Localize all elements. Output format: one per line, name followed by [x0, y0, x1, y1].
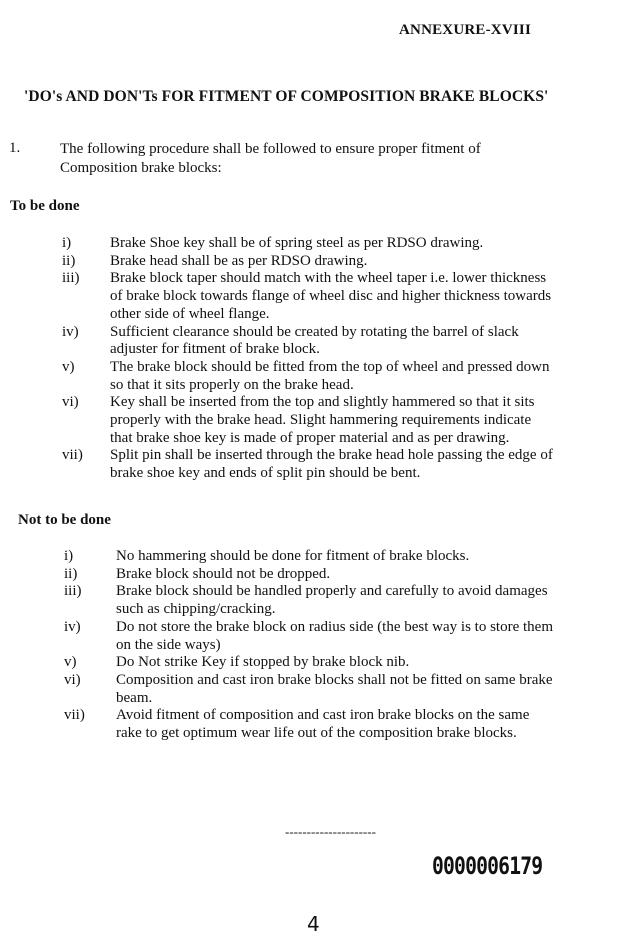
document-title: 'DO's AND DON'Ts FOR FITMENT OF COMPOSITION BRAKE BLOCKS'	[24, 88, 549, 105]
item-number: v)	[62, 358, 75, 375]
item-text-line: adjuster for fitment of brake block.	[110, 341, 320, 358]
intro-paragraph	[0, 140, 638, 180]
item-text-line: Brake head shall be as per RDSO drawing.	[110, 252, 368, 269]
item-text-line: Split pin shall be inserted through the brake head hole passing the edge of	[110, 447, 553, 464]
item-text-line: Brake block taper should match with the wheel taper i.e. lower thickness	[110, 270, 547, 287]
item-text-line: on the side ways)	[116, 636, 221, 653]
item-text-line: other side of wheel flange.	[110, 305, 270, 322]
item-text-line: brake shoe key and ends of split pin should be bent.	[110, 465, 421, 482]
item-number: iv)	[64, 618, 81, 635]
item-text-line: such as chipping/cracking.	[116, 601, 276, 618]
item-number: vi)	[64, 671, 81, 688]
item-text-line: Sufficient clearance should be created by rotating the barrel of slack	[110, 323, 519, 340]
page-number: 4	[307, 912, 320, 936]
item-number: ii)	[64, 565, 78, 582]
item-text-line: Brake block should be handled properly and carefully to avoid damages	[116, 583, 548, 600]
item-text-line: that brake shoe key is made of proper material and as per drawing.	[110, 429, 510, 446]
item-text-line: Composition and cast iron brake blocks shall not be fitted on same brake	[116, 671, 553, 688]
item-number: i)	[62, 235, 72, 251]
intro-text: The following procedure shall be followed to ensure proper fitment of Composition brake blocks:	[60, 141, 481, 176]
item-number: v)	[64, 654, 77, 671]
item-number: vi)	[62, 394, 79, 411]
item-number: iv)	[62, 323, 79, 340]
item-text-line: rake to get optimum wear life out of the composition brake blocks.	[116, 725, 517, 741]
item-text-line: Do Not strike Key if stopped by brake block nib.	[116, 654, 410, 671]
item-text-line: beam.	[116, 689, 153, 706]
intro-number: 1.	[9, 140, 21, 156]
annexure-label: ANNEXURE-XVIII	[399, 22, 531, 38]
item-text-line: Brake block should not be dropped.	[116, 565, 331, 582]
not-to-be-done-heading: Not to be done	[18, 512, 111, 528]
document-number-stamp: 0000006179	[432, 852, 543, 880]
item-number: vii)	[62, 447, 83, 464]
item-number: vii)	[64, 707, 85, 724]
item-text-line: No hammering should be done for fitment of brake blocks.	[116, 548, 470, 564]
item-number: iii)	[64, 583, 82, 600]
item-text-line: Avoid fitment of composition and cast iron brake blocks on the same	[116, 707, 530, 724]
end-rule: ---------------------	[285, 824, 376, 839]
item-text-line: Brake Shoe key shall be of spring steel as per RDSO drawing.	[110, 235, 484, 251]
item-text-line: of brake block towards flange of wheel disc and higher thickness towards	[110, 288, 552, 305]
item-text-line: properly with the brake head. Slight hammering requirements indicate	[110, 412, 532, 428]
item-text-line: so that it sits properly on the brake head.	[110, 376, 354, 393]
item-text-line: Do not store the brake block on radius side (the best way is to store them	[116, 618, 553, 635]
item-number: i)	[64, 548, 74, 564]
to-be-done-heading: To be done	[10, 198, 80, 214]
item-number: ii)	[62, 252, 76, 269]
item-text-line: The brake block should be fitted from the top of wheel and pressed down	[110, 358, 550, 375]
item-text-line: Key shall be inserted from the top and slightly hammered so that it sits	[110, 394, 535, 411]
item-number: iii)	[62, 270, 80, 287]
